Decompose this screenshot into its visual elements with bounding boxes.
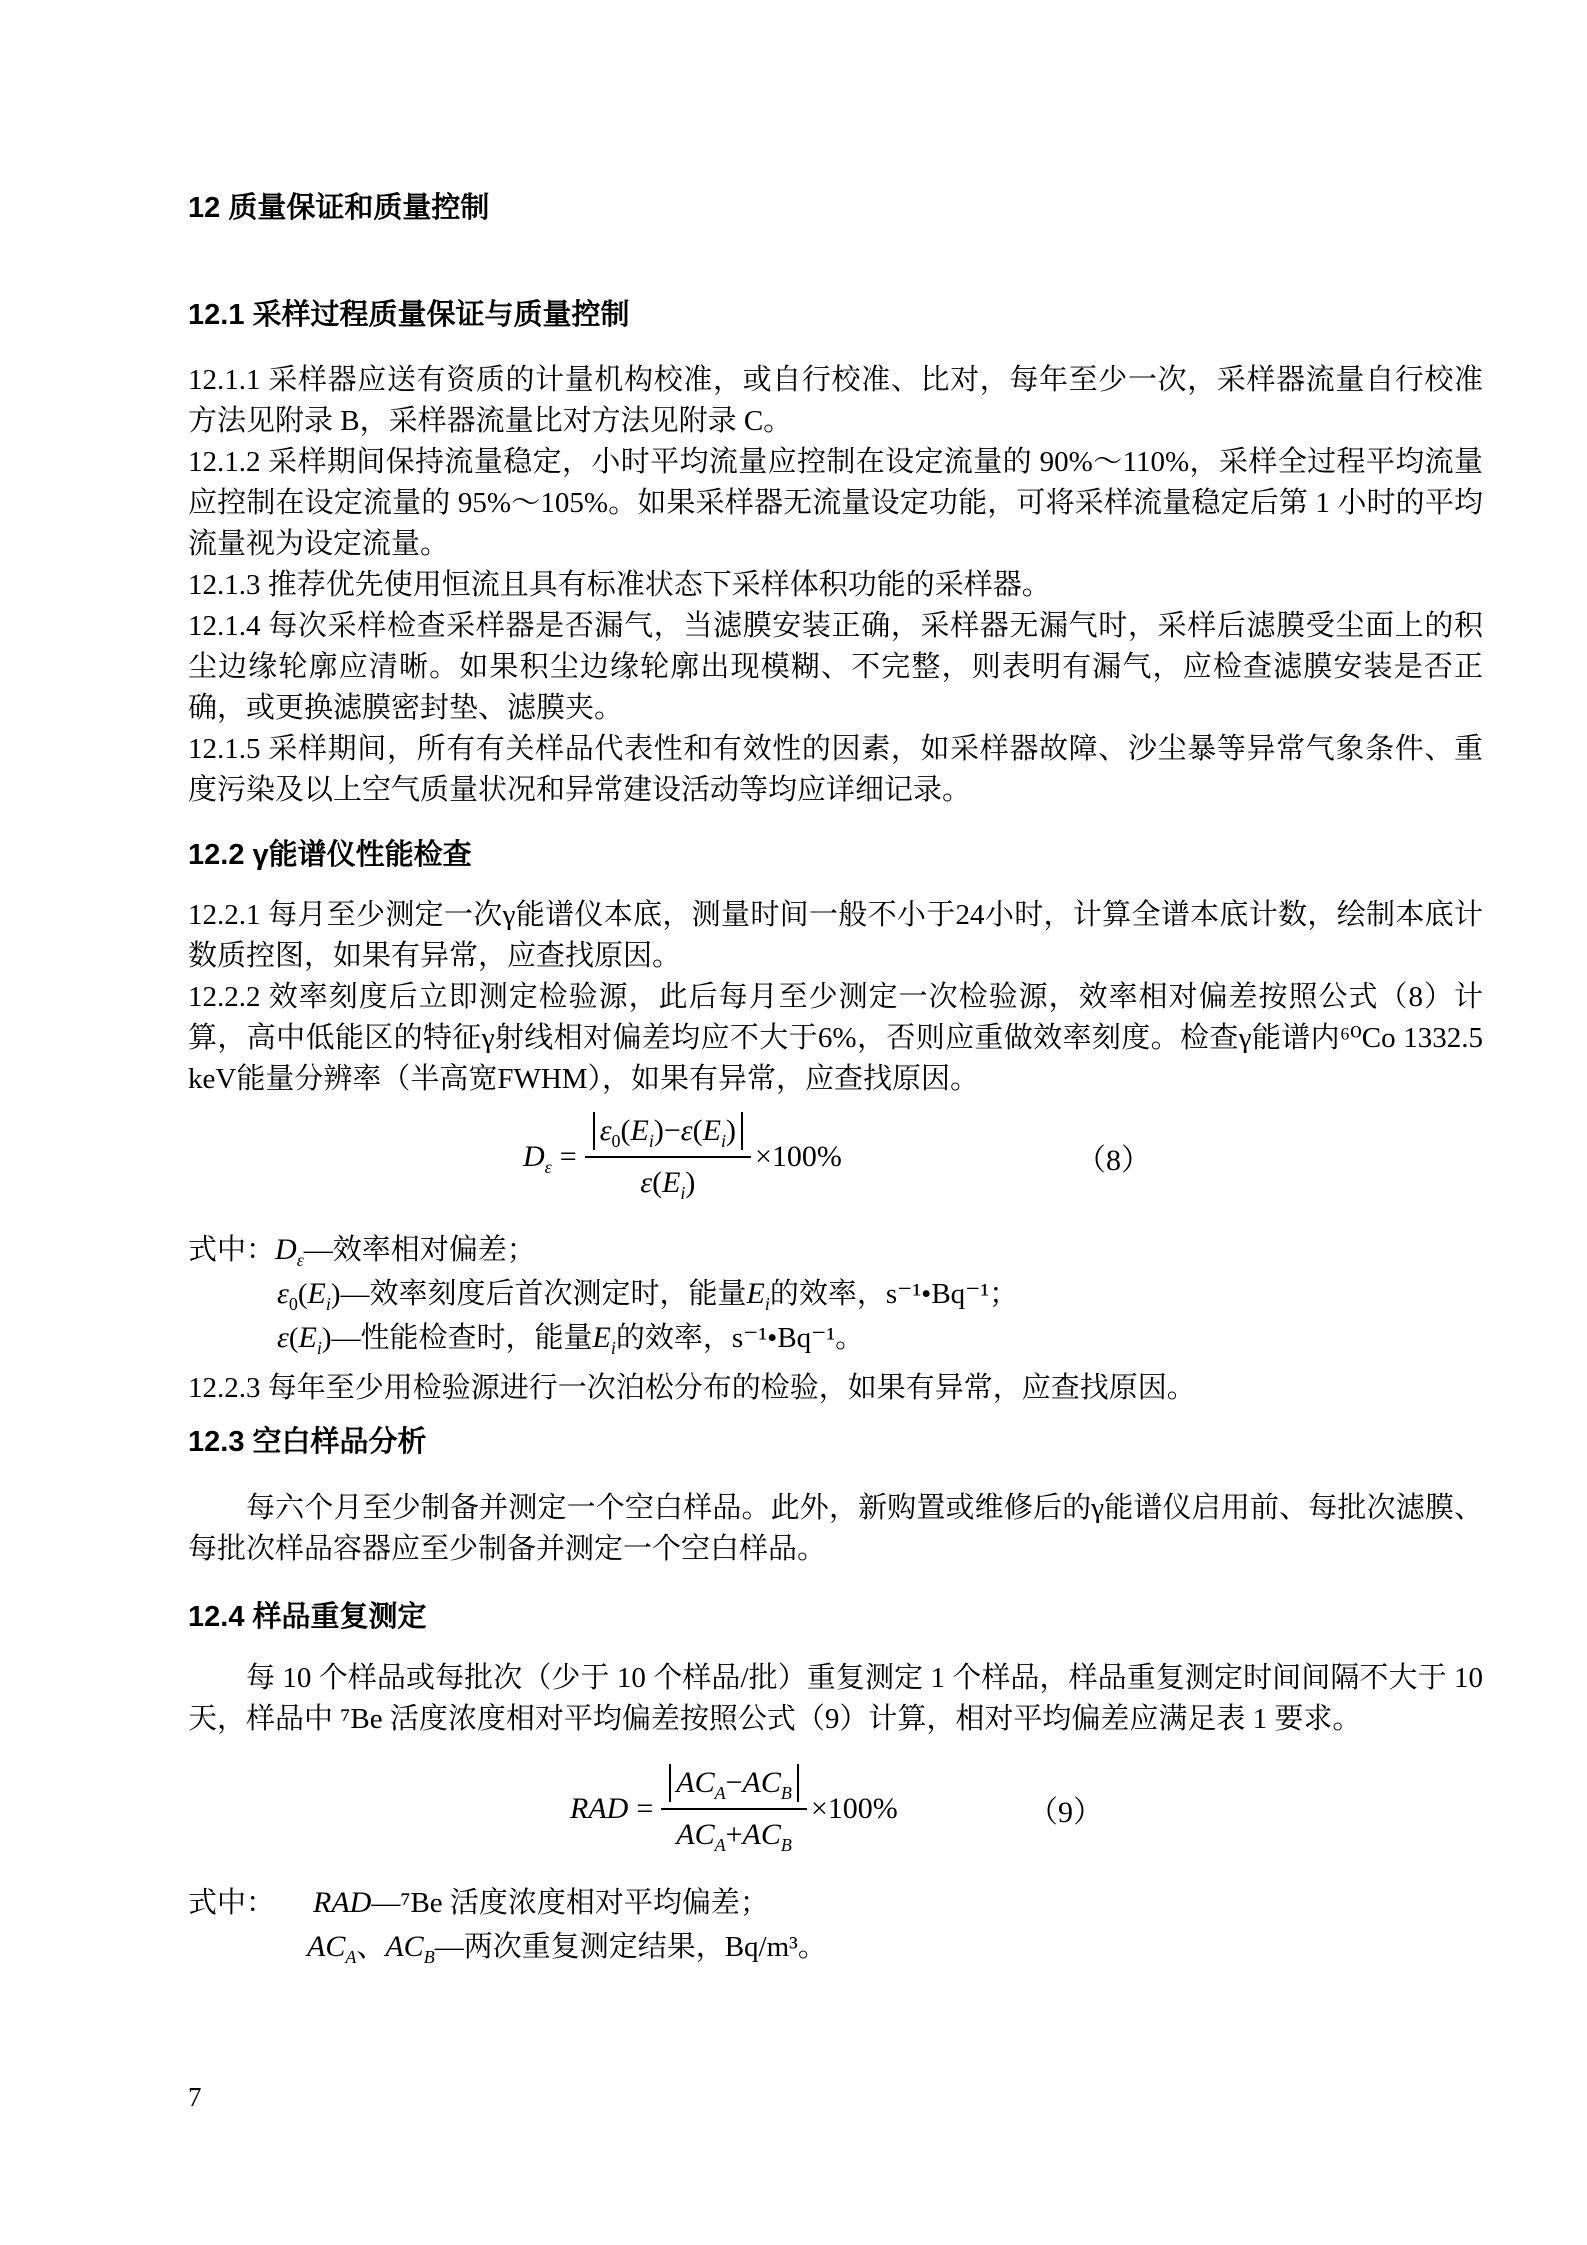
formula-8-multiplier: ×100% — [754, 1140, 842, 1173]
formula-8-equals: = — [559, 1140, 577, 1173]
formula-9 — [188, 1762, 1483, 1856]
formula-8-fraction — [585, 1110, 751, 1204]
formula-9-numerator: $AC_A-AC_B$ — [661, 1762, 807, 1810]
formula-9-number: （9） — [1028, 1796, 1103, 1829]
para-12-4-1: 每 10 个样品或每批次（少于 10 个样品/批）重复测定 1 个样品，样品重复测定时间间隔不大于 10 天，样品中 ⁷Be 活度浓度相对平均偏差按照公式（9）计算，相对平均偏差应满足表 1 要求。 — [188, 1662, 1483, 1735]
section-12-3-heading: 12.3 空白样品分析 — [188, 1426, 427, 1458]
para-12-2-2: 12.2.2 效率刻度后立即测定检验源，此后每月至少测定一次检验源，效率相对偏差按照公式（8）计算，高中低能区的特征γ射线相对偏差均应不大于6%，否则应重做效率刻度。检查γ能谱内⁶⁰Co 1332.5 keV能量分辨率（半高宽FWHM），如果有异常，应查找原因。 — [188, 981, 1483, 1095]
formula-8-denominator: $\varepsilon(E_i)$ — [640, 1166, 696, 1203]
formula-9-def-line-2: $AC_A$、$AC_B—$两次重复测定结果，Bq/m³。 — [307, 1930, 827, 1967]
formula-9-definitions — [188, 1881, 1483, 1969]
para-12-2-1: 12.2.1 每月至少测定一次γ能谱仪本底，测量时间一般不小于24小时，计算全谱本底计数，绘制本底计数质控图，如果有异常，应查找原因。 — [188, 899, 1483, 972]
page-content — [188, 188, 1483, 1969]
formula-8-def-line-1: 式中：$D_\varepsilon—$效率相对偏差； — [188, 1233, 536, 1270]
formula-9-denominator: $AC_A+AC_B$ — [676, 1818, 792, 1855]
formula-8-lhs: $D_\varepsilon$ — [523, 1140, 552, 1177]
para-12-3-1: 每六个月至少制备并测定一个空白样品。此外，新购置或维修后的γ能谱仪启用前、每批次滤膜、每批次样品容器应至少制备并测定一个空白样品。 — [188, 1492, 1483, 1565]
formula-9-multiplier: ×100% — [810, 1792, 898, 1825]
section-12-4-heading: 12.4 样品重复测定 — [188, 1601, 427, 1633]
formula-8-number: （8） — [1076, 1144, 1151, 1177]
formula-9-lhs: RAD — [570, 1792, 629, 1825]
formula-9-fraction — [661, 1762, 807, 1856]
formula-8-def-line-3: $\varepsilon(E_i)—$性能检查时，能量$E_i$的效率，s⁻¹•Bq⁻¹。 — [277, 1321, 865, 1358]
formula-8-def-line-2: $\varepsilon_0(E_i)—$效率刻度后首次测定时，能量$E_i$的效率，s⁻¹•Bq⁻¹； — [277, 1277, 1019, 1314]
para-12-1-1: 12.1.1 采样器应送有资质的计量机构校准，或自行校准、比对，每年至少一次，采样器流量自行校准方法见附录 B，采样器流量比对方法见附录 C。 — [188, 364, 1483, 437]
formula-8-definitions — [188, 1228, 1483, 1360]
para-12-1-3: 12.1.3 推荐优先使用恒流且具有标准状态下采样体积功能的采样器。 — [188, 569, 1051, 601]
section-12-heading: 12 质量保证和质量控制 — [188, 192, 490, 224]
section-12-2-heading: 12.2 γ能谱仪性能检查 — [188, 839, 472, 871]
para-12-1-5: 12.1.5 采样期间，所有有关样品代表性和有效性的因素，如采样器故障、沙尘暴等异常气象条件、重度污染及以上空气质量状况和异常建设活动等均应详细记录。 — [188, 733, 1483, 806]
formula-9-equals: = — [636, 1792, 654, 1825]
para-12-1-4: 12.1.4 每次采样检查采样器是否漏气，当滤膜安装正确，采样器无漏气时，采样后滤膜受尘面上的积尘边缘轮廓应清晰。如果积尘边缘轮廓出现模糊、不完整，则表明有漏气，应检查滤膜安装是否正确，或更换滤膜密封垫、滤膜夹。 — [188, 610, 1483, 724]
page-number: 7 — [188, 2082, 202, 2112]
formula-8 — [188, 1110, 1483, 1204]
formula-8-numerator: $\varepsilon_0(E_i)-\varepsilon(E_i)$ — [585, 1110, 751, 1158]
para-12-2-3: 12.2.3 每年至少用检验源进行一次泊松分布的检验，如果有异常，应查找原因。 — [188, 1372, 1196, 1404]
para-12-1-2: 12.1.2 采样期间保持流量稳定，小时平均流量应控制在设定流量的 90%～110%，采样全过程平均流量应控制在设定流量的 95%～105%。如果采样器无流量设定功能，可将采样流量稳定后第 1 小时的平均流量视为设定流量。 — [188, 446, 1483, 560]
formula-9-def-line-1: 式中： RAD—⁷Be 活度浓度相对平均偏差； — [188, 1886, 769, 1919]
section-12-1-heading: 12.1 采样过程质量保证与质量控制 — [188, 299, 630, 331]
